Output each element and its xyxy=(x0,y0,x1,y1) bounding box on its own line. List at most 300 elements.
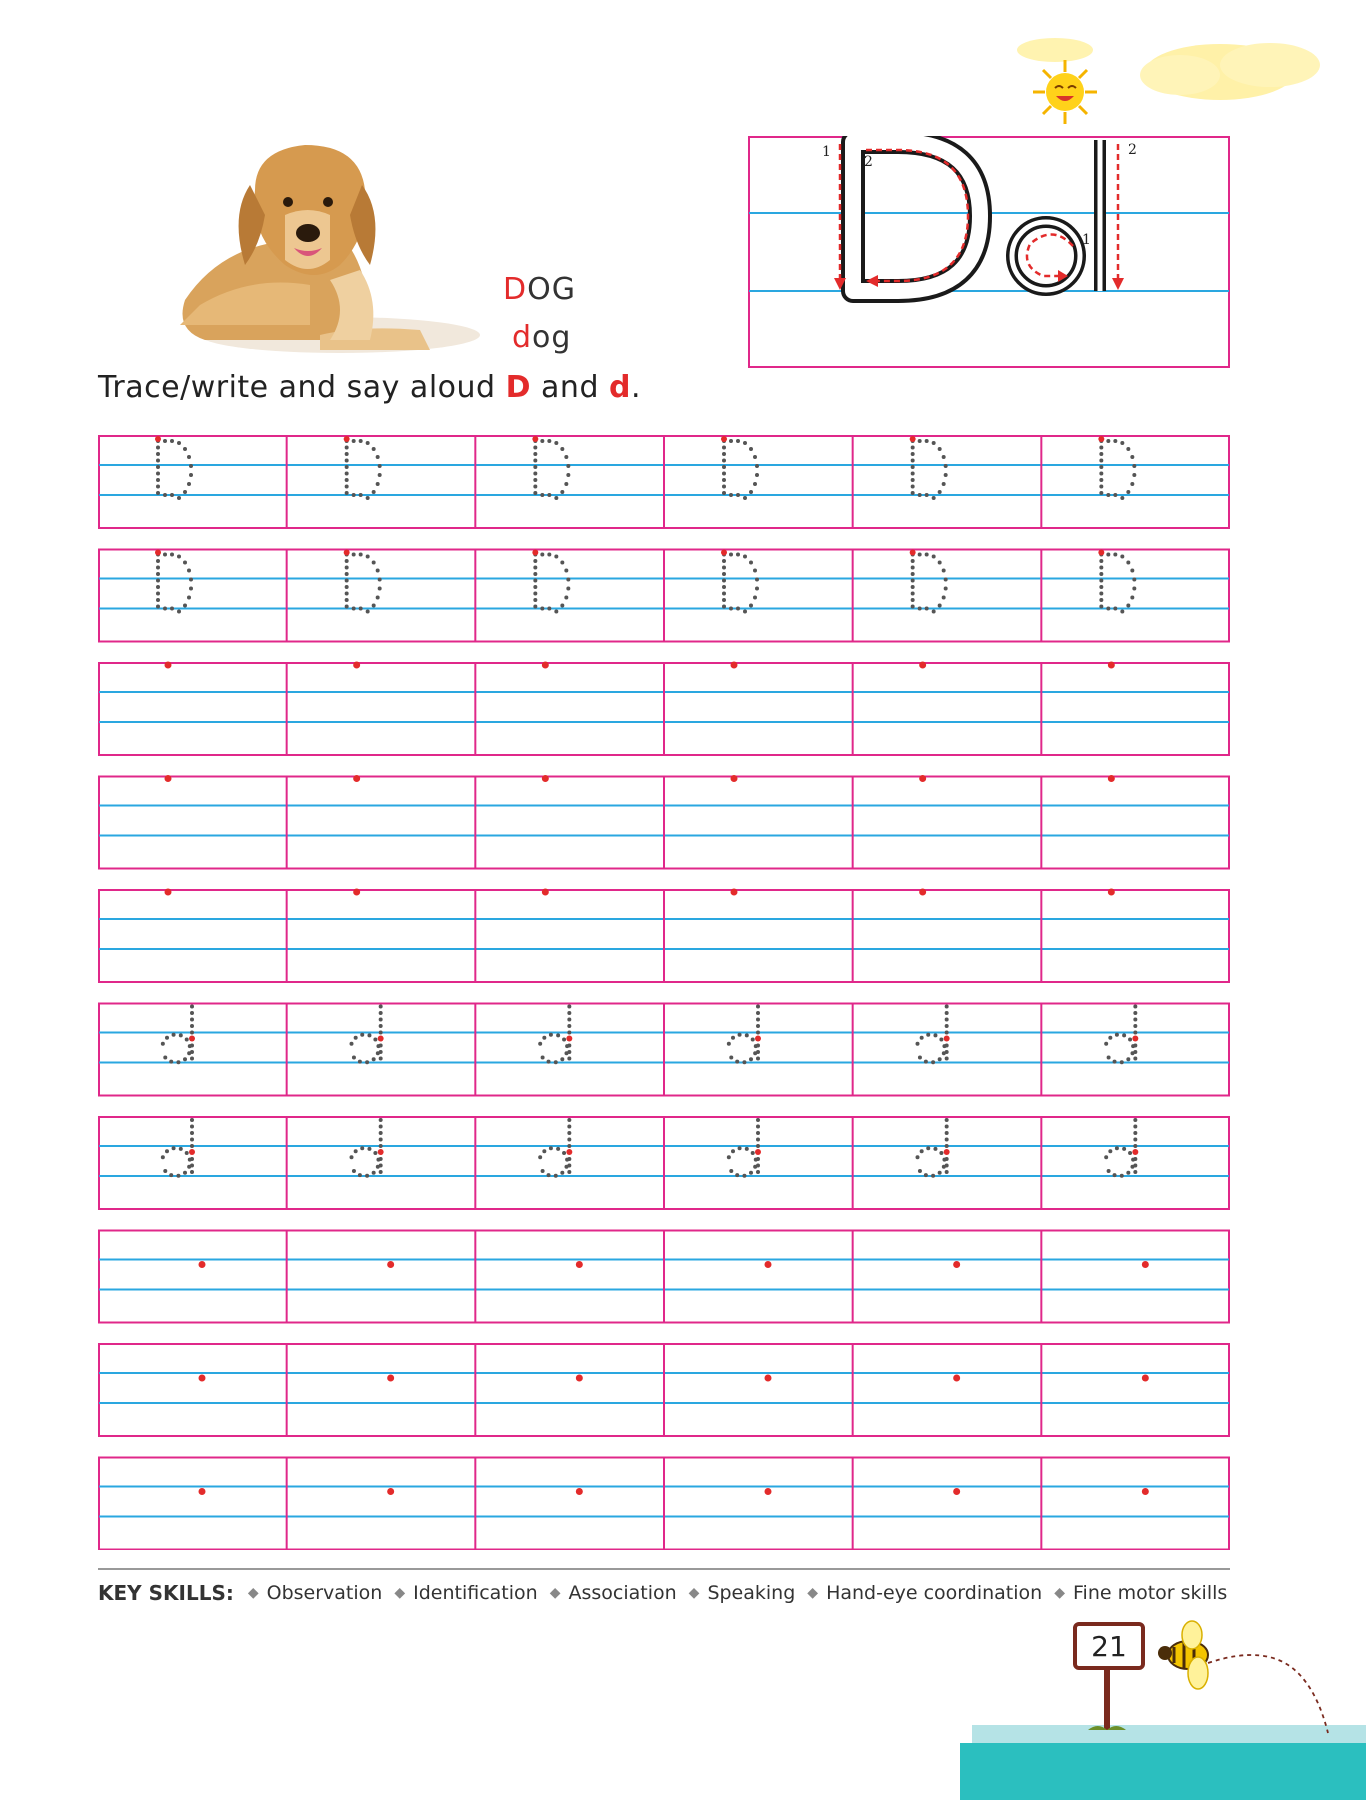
tracing-row xyxy=(99,436,1229,528)
trace-dot xyxy=(566,1036,572,1042)
trace-dot xyxy=(765,1261,772,1268)
trace-dot xyxy=(722,579,726,583)
trace-dot xyxy=(156,472,160,476)
trace-dot xyxy=(358,1060,362,1064)
trace-dot xyxy=(376,596,380,600)
trace-dot xyxy=(918,493,922,497)
trace-dot xyxy=(554,1060,558,1064)
trace-dot xyxy=(533,459,537,463)
trace-dot xyxy=(1133,1031,1137,1035)
trace-dot xyxy=(1128,1151,1132,1155)
trace-dot xyxy=(1099,485,1103,489)
trace-dot xyxy=(373,1151,377,1155)
trace-dot xyxy=(756,1170,760,1174)
trace-dot xyxy=(576,1488,583,1495)
trace-dot xyxy=(554,441,558,445)
trace-dot xyxy=(567,1125,571,1129)
skill-item xyxy=(1054,1582,1227,1604)
trace-dot xyxy=(387,1375,394,1382)
trace-dot xyxy=(755,587,759,591)
trace-dot xyxy=(749,561,753,565)
trace-dot xyxy=(366,610,370,614)
trace-dot xyxy=(924,1173,928,1177)
trace-dot xyxy=(172,1146,176,1150)
trace-dot xyxy=(564,1165,568,1169)
trace-dot xyxy=(540,439,544,443)
word-lower-first-letter: d xyxy=(512,320,533,355)
trace-dot xyxy=(1099,605,1103,609)
trace-dot xyxy=(350,1042,354,1046)
trace-dot xyxy=(1133,1011,1137,1015)
dog-photo xyxy=(170,130,490,365)
trace-dot xyxy=(729,493,733,497)
trace-dot xyxy=(721,550,727,556)
trace-dot xyxy=(942,1165,946,1169)
trace-dot xyxy=(756,1144,760,1148)
trace-dot xyxy=(1107,1169,1111,1173)
trace-dot xyxy=(756,1005,760,1009)
trace-dot xyxy=(542,662,549,669)
trace-dot xyxy=(722,446,726,450)
trace-dot xyxy=(727,1155,731,1159)
trace-dot xyxy=(187,596,191,600)
trace-dot xyxy=(554,610,558,614)
trace-dot xyxy=(190,1057,194,1061)
trace-dot xyxy=(156,572,160,576)
trace-dot xyxy=(359,439,363,443)
trace-dot xyxy=(156,459,160,463)
trace-dot xyxy=(156,452,160,456)
trace-dot xyxy=(538,1042,542,1046)
trace-dot xyxy=(379,1024,383,1028)
trace-dot xyxy=(376,1165,380,1169)
trace-dot xyxy=(749,1057,753,1061)
trace-dot xyxy=(538,1155,542,1159)
trace-dot xyxy=(547,439,551,443)
trace-dot xyxy=(165,889,172,896)
footer-divider xyxy=(98,1568,1230,1570)
trace-dot xyxy=(751,1151,755,1155)
trace-dot xyxy=(567,1024,571,1028)
skill-item xyxy=(394,1582,537,1604)
trace-dot xyxy=(379,1131,383,1135)
trace-dot xyxy=(533,559,537,563)
trace-dot xyxy=(1113,607,1117,611)
trace-dot xyxy=(945,1118,949,1122)
trace-dot xyxy=(925,553,929,557)
trace-dot xyxy=(190,1131,194,1135)
trace-dot xyxy=(170,553,174,557)
trace-dot xyxy=(1115,1146,1119,1150)
trace-dot xyxy=(735,1060,739,1064)
trace-dot xyxy=(722,592,726,596)
trace-dot xyxy=(1133,1018,1137,1022)
trace-dot xyxy=(753,596,757,600)
trace-dot xyxy=(567,1118,571,1122)
trace-dot xyxy=(1099,446,1103,450)
trace-dot xyxy=(1104,1155,1108,1159)
trace-dot xyxy=(722,478,726,482)
trace-dot xyxy=(945,1024,949,1028)
tracing-grid xyxy=(98,435,1230,1550)
trace-dot xyxy=(183,447,187,451)
tracing-row xyxy=(99,1004,1229,1096)
trace-dot xyxy=(163,1169,167,1173)
trace-dot xyxy=(1126,1057,1130,1061)
trace-dot xyxy=(942,482,946,486)
diamond-icon: ◆ xyxy=(394,1585,406,1601)
trace-dot xyxy=(938,561,942,565)
trace-dot xyxy=(533,579,537,583)
instruction-middle: and xyxy=(531,370,610,405)
trace-dot xyxy=(911,579,915,583)
trace-dot xyxy=(925,493,929,497)
trace-dot xyxy=(953,1488,960,1495)
trace-dot xyxy=(1133,1005,1137,1009)
trace-dot xyxy=(1099,452,1103,456)
trace-dot xyxy=(731,889,738,896)
trace-dot xyxy=(1098,550,1104,556)
trace-dot xyxy=(183,561,187,565)
trace-dot xyxy=(190,1125,194,1129)
trace-dot xyxy=(187,569,191,573)
trace-dot xyxy=(911,566,915,570)
trace-dot xyxy=(1106,439,1110,443)
trace-dot xyxy=(1108,889,1115,896)
trace-dot xyxy=(567,1131,571,1135)
skill-label: Observation xyxy=(266,1582,383,1604)
trace-dot xyxy=(743,441,747,445)
trace-dot xyxy=(542,1149,546,1153)
trace-dot xyxy=(749,490,753,494)
trace-dot xyxy=(944,587,948,591)
trace-dot xyxy=(1130,455,1134,459)
trace-dot xyxy=(1133,1144,1137,1148)
trace-dot xyxy=(1122,1033,1126,1037)
trace-dot xyxy=(1113,1173,1117,1177)
trace-dot xyxy=(756,1131,760,1135)
trace-dot xyxy=(749,447,753,451)
trace-dot xyxy=(722,485,726,489)
trace-dot xyxy=(163,493,167,497)
trace-dot xyxy=(185,1038,189,1042)
trace-dot xyxy=(729,553,733,557)
trace-dot xyxy=(1120,610,1124,614)
trace-dot xyxy=(560,1171,564,1175)
trace-dot xyxy=(945,1170,949,1174)
trace-dot xyxy=(549,1033,553,1037)
trace-dot xyxy=(169,1173,173,1177)
trace-dot xyxy=(183,1057,187,1061)
trace-dot xyxy=(554,1174,558,1178)
trace-dot xyxy=(533,605,537,609)
trace-dot xyxy=(731,1036,735,1040)
trace-dot xyxy=(942,1044,946,1048)
trace-dot xyxy=(376,1044,380,1048)
trace-dot xyxy=(743,496,747,500)
trace-dot xyxy=(188,1044,192,1048)
instruction-lower: d xyxy=(609,370,632,405)
trace-dot xyxy=(756,1011,760,1015)
trace-dot xyxy=(576,1375,583,1382)
trace-dot xyxy=(1106,553,1110,557)
trace-dot xyxy=(156,491,160,495)
key-skills xyxy=(98,1581,1238,1605)
trace-dot xyxy=(533,452,537,456)
trace-dot xyxy=(1133,1118,1137,1122)
trace-dot xyxy=(352,607,356,611)
trace-dot xyxy=(345,579,349,583)
trace-dot xyxy=(1104,1042,1108,1046)
trace-dot xyxy=(350,1155,354,1159)
trace-dot xyxy=(165,662,172,669)
trace-dot xyxy=(533,485,537,489)
stroke-number: 2 xyxy=(1128,142,1137,158)
trace-dot xyxy=(736,607,740,611)
trace-dot xyxy=(755,578,759,582)
trace-dot xyxy=(1120,555,1124,559)
diamond-icon: ◆ xyxy=(807,1585,819,1601)
trace-dot xyxy=(163,607,167,611)
tracing-row xyxy=(99,889,1229,983)
trace-dot xyxy=(366,496,370,500)
trace-dot xyxy=(345,459,349,463)
trace-dot xyxy=(945,1018,949,1022)
word-lower-rest: og xyxy=(532,320,572,355)
trace-dot xyxy=(183,604,187,608)
trace-dot xyxy=(931,1060,935,1064)
trace-dot xyxy=(911,472,915,476)
trace-dot xyxy=(736,439,740,443)
trace-dot xyxy=(190,1011,194,1015)
trace-dot xyxy=(1132,1149,1138,1155)
trace-dot xyxy=(932,496,936,500)
trace-dot xyxy=(1133,1125,1137,1129)
trace-dot xyxy=(743,555,747,559)
trace-dot xyxy=(729,607,733,611)
trace-dot xyxy=(542,889,549,896)
trace-dot xyxy=(1107,1055,1111,1059)
trace-dot xyxy=(179,1033,183,1037)
trace-dot xyxy=(566,587,570,591)
trace-dot xyxy=(1120,496,1124,500)
trace-dot xyxy=(547,1173,551,1177)
instruction-text xyxy=(98,370,641,405)
trace-dot xyxy=(562,1038,566,1042)
trace-dot xyxy=(376,569,380,573)
trace-dot xyxy=(190,1138,194,1142)
trace-dot xyxy=(753,569,757,573)
trace-dot xyxy=(163,553,167,557)
trace-dot xyxy=(345,598,349,602)
trace-dot xyxy=(1120,1174,1124,1178)
trace-dot xyxy=(942,569,946,573)
trace-dot xyxy=(156,592,160,596)
trace-dot xyxy=(366,441,370,445)
trace-dot xyxy=(1131,1044,1135,1048)
trace-dot xyxy=(156,605,160,609)
trace-dot xyxy=(549,1146,553,1150)
trace-dot xyxy=(753,1165,757,1169)
trace-dot xyxy=(944,464,948,468)
trace-dot xyxy=(910,550,916,556)
trace-dot xyxy=(560,447,564,451)
trace-dot xyxy=(749,604,753,608)
trace-dot xyxy=(156,478,160,482)
trace-dot xyxy=(1120,441,1124,445)
skill-item xyxy=(550,1582,677,1604)
trace-dot xyxy=(1130,596,1134,600)
trace-dot xyxy=(376,1158,380,1162)
trace-dot xyxy=(163,439,167,443)
diamond-icon: ◆ xyxy=(1054,1585,1065,1601)
trace-dot xyxy=(567,1011,571,1015)
word-upper xyxy=(503,272,576,307)
trace-dot xyxy=(918,607,922,611)
trace-dot xyxy=(932,441,936,445)
trace-dot xyxy=(1132,464,1136,468)
trace-dot xyxy=(542,1036,546,1040)
trace-dot xyxy=(379,1005,383,1009)
trace-dot xyxy=(731,1149,735,1153)
skill-label: Association xyxy=(568,1582,677,1604)
trace-dot xyxy=(1142,1375,1149,1382)
trace-dot xyxy=(199,1375,206,1382)
trace-dot xyxy=(560,490,564,494)
diamond-icon: ◆ xyxy=(247,1585,259,1601)
trace-dot xyxy=(911,572,915,576)
trace-dot xyxy=(1133,1057,1137,1061)
trace-dot xyxy=(1132,473,1136,477)
tracing-row xyxy=(99,550,1229,642)
key-skills-title: KEY SKILLS: xyxy=(98,1581,234,1605)
trace-dot xyxy=(353,889,360,896)
trace-dot xyxy=(1142,1488,1149,1495)
trace-dot xyxy=(756,1138,760,1142)
trace-dot xyxy=(722,559,726,563)
trace-dot xyxy=(755,1149,761,1155)
trace-dot xyxy=(378,587,382,591)
trace-dot xyxy=(945,1131,949,1135)
trace-dot xyxy=(566,464,570,468)
trace-dot xyxy=(756,1024,760,1028)
trace-dot xyxy=(722,465,726,469)
trace-dot xyxy=(731,662,738,669)
trace-dot xyxy=(755,464,759,468)
trace-dot xyxy=(378,1149,384,1155)
trace-dot xyxy=(753,1051,757,1055)
trace-dot xyxy=(1099,585,1103,589)
trace-dot xyxy=(345,485,349,489)
trace-dot xyxy=(945,1031,949,1035)
trace-dot xyxy=(189,464,193,468)
skill-label: Identification xyxy=(413,1582,538,1604)
trace-dot xyxy=(920,1149,924,1153)
trace-dot xyxy=(1126,604,1130,608)
trace-dot xyxy=(372,561,376,565)
trace-dot xyxy=(939,1151,943,1155)
trace-dot xyxy=(533,446,537,450)
trace-dot xyxy=(566,1149,572,1155)
trace-dot xyxy=(722,572,726,576)
trace-dot xyxy=(567,1144,571,1148)
trace-dot xyxy=(919,662,926,669)
trace-dot xyxy=(736,553,740,557)
trace-dot xyxy=(567,1138,571,1142)
trace-dot xyxy=(372,604,376,608)
trace-dot xyxy=(344,550,350,556)
trace-dot xyxy=(183,1171,187,1175)
skill-label: Fine motor skills xyxy=(1073,1582,1228,1604)
trace-dot xyxy=(179,1147,183,1151)
trace-dot xyxy=(1122,1147,1126,1151)
trace-dot xyxy=(378,473,382,477)
word-upper-rest: OG xyxy=(527,272,576,307)
trace-dot xyxy=(564,596,568,600)
trace-dot xyxy=(942,455,946,459)
trace-dot xyxy=(533,598,537,602)
trace-dot xyxy=(379,1118,383,1122)
trace-dot xyxy=(376,482,380,486)
trace-dot xyxy=(379,1144,383,1148)
trace-dot xyxy=(190,1031,194,1035)
trace-dot xyxy=(156,559,160,563)
trace-dot xyxy=(942,1051,946,1055)
trace-dot xyxy=(729,439,733,443)
diamond-icon: ◆ xyxy=(688,1585,700,1601)
trace-dot xyxy=(754,1044,758,1048)
trace-dot xyxy=(1120,1060,1124,1064)
trace-dot xyxy=(918,1169,922,1173)
trace-dot xyxy=(916,1042,920,1046)
trace-dot xyxy=(560,1057,564,1061)
trace-dot xyxy=(379,1018,383,1022)
trace-dot xyxy=(942,1158,946,1162)
trace-dot xyxy=(358,1173,362,1177)
trace-dot xyxy=(345,605,349,609)
trace-dot xyxy=(547,553,551,557)
trace-dot xyxy=(911,452,915,456)
trace-dot xyxy=(751,1038,755,1042)
trace-dot xyxy=(743,610,747,614)
trace-dot xyxy=(169,1060,173,1064)
trace-dot xyxy=(567,1018,571,1022)
stroke-number: 1 xyxy=(1082,232,1091,248)
trace-dot xyxy=(155,550,161,556)
trace-dot xyxy=(753,455,757,459)
trace-dot xyxy=(911,485,915,489)
trace-dot xyxy=(547,1060,551,1064)
trace-dot xyxy=(345,478,349,482)
tracing-row xyxy=(99,1344,1229,1436)
trace-dot xyxy=(354,1149,358,1153)
trace-dot xyxy=(738,1146,742,1150)
trace-dot xyxy=(1130,1165,1134,1169)
trace-dot xyxy=(189,1149,195,1155)
trace-dot xyxy=(1108,662,1115,669)
trace-dot xyxy=(165,775,172,782)
trace-dot xyxy=(533,472,537,476)
trace-dot xyxy=(938,447,942,451)
trace-dot xyxy=(756,1125,760,1129)
trace-dot xyxy=(1126,490,1130,494)
trace-dot xyxy=(753,482,757,486)
trace-dot xyxy=(944,1036,950,1042)
trace-dot xyxy=(1130,1051,1134,1055)
trace-dot xyxy=(187,1165,191,1169)
trace-dot xyxy=(722,452,726,456)
trace-dot xyxy=(177,441,181,445)
